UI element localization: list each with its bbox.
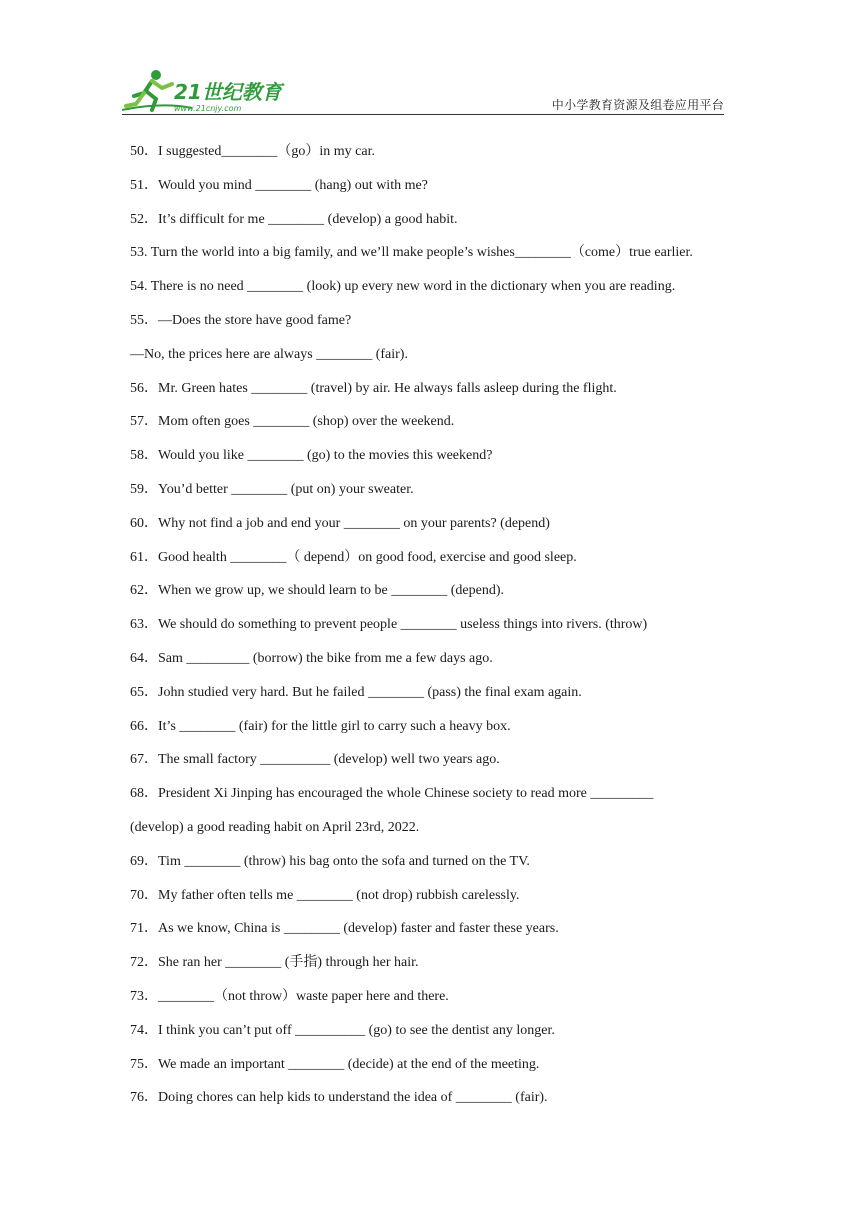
site-logo: [122, 66, 292, 116]
exercise-line: 64．Sam _________ (borrow) the bike from me a few days ago.: [130, 650, 493, 666]
exercise-line: 57．Mom often goes ________ (shop) over the weekend.: [130, 414, 455, 430]
exercise-line: 59．You’d better ________ (put on) your sweater.: [130, 481, 414, 497]
exercise-line: 52．It’s difficult for me ________ (develop) a good habit.: [130, 211, 458, 227]
exercise-line: 56．Mr. Green hates ________ (travel) by air. He always falls asleep during the flight.: [130, 380, 617, 396]
exercise-line: 69．Tim ________ (throw) his bag onto the sofa and turned on the TV.: [130, 853, 530, 869]
exercise-line: 76．Doing chores can help kids to understand the idea of ________ (fair).: [130, 1090, 548, 1106]
exercise-list: [130, 142, 740, 1122]
exercise-line: 73．________（not throw）waste paper here and there.: [130, 988, 449, 1004]
exercise-line: 74．I think you can’t put off __________ (go) to see the dentist any longer.: [130, 1022, 555, 1038]
exercise-line: (develop) a good reading habit on April 23rd, 2022.: [130, 819, 420, 835]
exercise-line: 72．She ran her ________ (手指) through her hair.: [130, 955, 419, 971]
exercise-line: 63．We should do something to prevent people ________ useless things into rivers. (throw): [130, 617, 648, 633]
page-header: [122, 66, 724, 116]
exercise-line: 75．We made an important ________ (decide) at the end of the meeting.: [130, 1056, 540, 1072]
exercise-line: 65．John studied very hard. But he failed ________ (pass) the final exam again.: [130, 684, 582, 700]
exercise-line: 68．President Xi Jinping has encouraged the whole Chinese society to read more _________: [130, 786, 654, 802]
exercise-line: 53. Turn the world into a big family, and we’ll make people’s wishes________（come）true earlier.: [130, 245, 693, 261]
exercise-line: 54. There is no need ________ (look) up every new word in the dictionary when you are reading.: [130, 279, 676, 295]
runner-logo-icon: [122, 66, 292, 116]
exercise-line: 67．The small factory __________ (develop) well two years ago.: [130, 752, 500, 768]
exercise-line: 70．My father often tells me ________ (not drop) rubbish carelessly.: [130, 887, 520, 903]
exercise-line: 62．When we grow up, we should learn to be ________ (depend).: [130, 583, 505, 599]
exercise-line: 51．Would you mind ________ (hang) out with me?: [130, 177, 428, 193]
exercise-line: 71．As we know, China is ________ (develop) faster and faster these years.: [130, 921, 559, 937]
platform-tagline: 中小学教育资源及组卷应用平台: [551, 98, 724, 112]
exercise-line: 50．I suggested________（go）in my car.: [130, 144, 375, 159]
logo-main-text: 21世纪教育: [174, 80, 282, 104]
header-divider: [122, 114, 724, 115]
exercise-line: —No, the prices here are always ________ (fair).: [130, 346, 408, 362]
exercise-line: 60．Why not find a job and end your ________ on your parents? (depend): [130, 515, 550, 531]
exercise-line: 66．It’s ________ (fair) for the little girl to carry such a heavy box.: [130, 718, 511, 734]
exercise-line: 61．Good health ________（ depend）on good food, exercise and good sleep.: [130, 549, 577, 565]
exercise-line: 58．Would you like ________ (go) to the movies this weekend?: [130, 448, 493, 464]
logo-url-text: www.21cnjy.com: [174, 104, 242, 113]
exercise-line: 55．—Does the store have good fame?: [130, 312, 352, 328]
